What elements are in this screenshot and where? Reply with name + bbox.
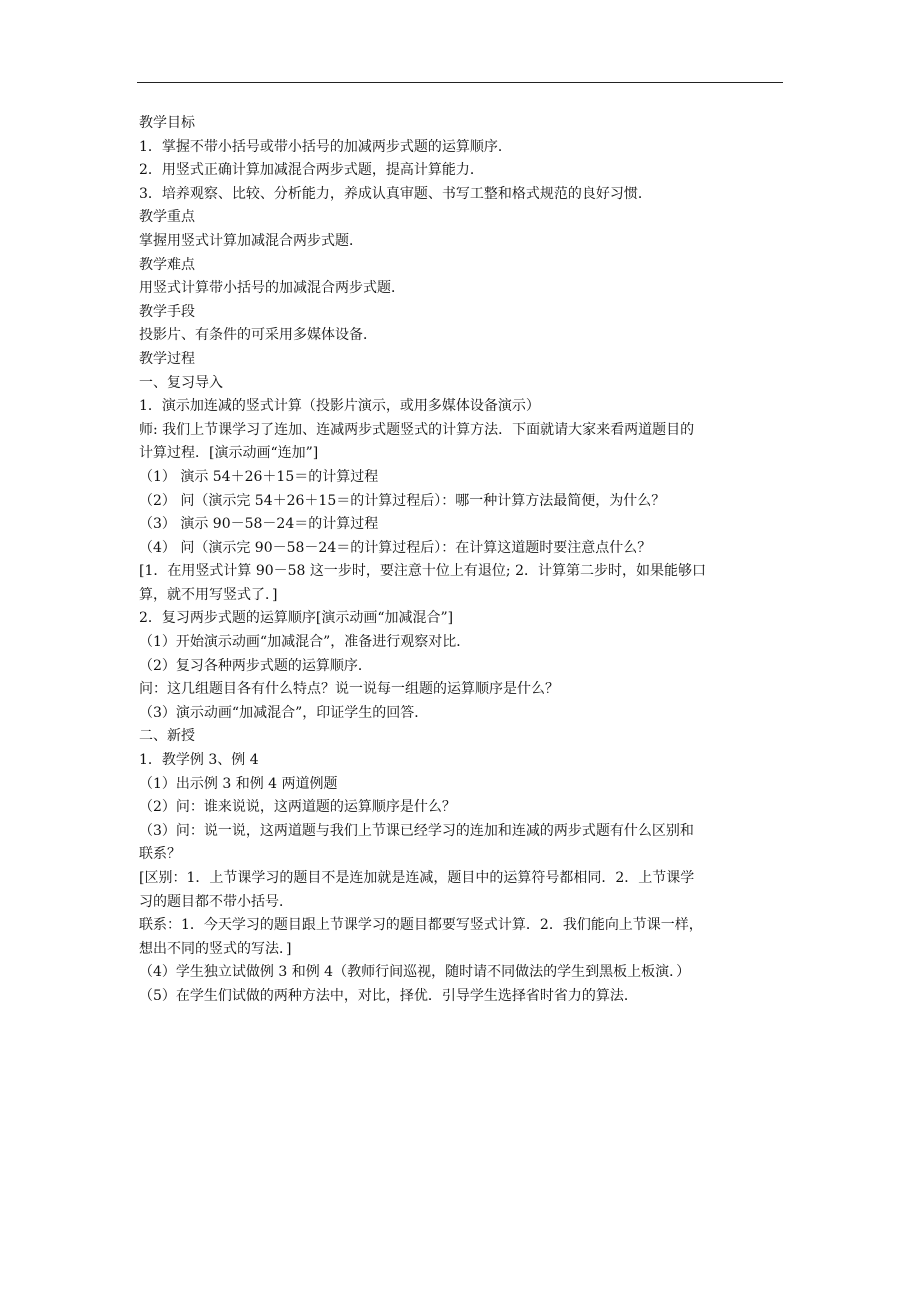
- paragraph-line: 用竖式计算带小括号的加减混合两步式题．: [139, 280, 405, 297]
- paragraph-line: （3）问：说一说，这两道题与我们上节课已经学习的连加和连减的两步式题有什么区别和: [139, 822, 694, 839]
- paragraph-line: 算，就不用写竖式了．]: [139, 586, 278, 603]
- paragraph-line: 师: 我们上节课学习了连加、连减两步式题竖式的计算方法．下面就请大家来看两道题目的: [139, 421, 695, 438]
- paragraph-line: 联系？: [139, 846, 181, 863]
- paragraph-line: [1．在用竖式计算 90－58 这一步时，要注意十位上有退位; 2．计算第二步时，如果能够口: [139, 563, 706, 580]
- objective-item: 3．培养观察、比较、分析能力，养成认真审题、书写工整和格式规范的良好习惯．: [139, 185, 652, 202]
- heading-difficulties: 教学难点: [139, 256, 195, 273]
- paragraph-line: （3）演示动画“加减混合”，印证学生的回答．: [139, 704, 429, 721]
- objective-item: 2．用竖式正确计算加减混合两步式题，提高计算能力．: [139, 162, 484, 179]
- paragraph-line: 1．教学例 3、例 4: [139, 752, 259, 769]
- heading-teaching-process: 教学过程: [139, 350, 195, 367]
- paragraph-line: 问：这几组题目各有什么特点？说一说每一组题的运算顺序是什么？: [139, 681, 559, 698]
- paragraph-line: （2） 问（演示完 54＋26＋15＝的计算过程后）：哪一种计算方法最简便，为什么？: [139, 492, 666, 509]
- section-heading: 一、复习导入: [139, 374, 223, 391]
- paragraph-line: （4） 问（演示完 90－58－24＝的计算过程后）：在计算这道题时要注意点什么？: [139, 539, 652, 556]
- section-heading: 二、新授: [139, 728, 195, 745]
- paragraph-line: 习的题目都不带小括号．: [139, 893, 293, 910]
- paragraph-line: 掌握用竖式计算加减混合两步式题．: [139, 232, 363, 249]
- paragraph-line: 投影片、有条件的可采用多媒体设备．: [139, 327, 377, 344]
- heading-key-points: 教学重点: [139, 209, 195, 226]
- paragraph-line: [区别：1．上节课学习的题目不是连加就是连减，题目中的运算符号都相同．2．上节课学: [139, 870, 695, 886]
- document-body: [139, 112, 789, 1009]
- objective-item: 1．掌握不带小括号或带小括号的加减两步式题的运算顺序．: [139, 138, 512, 155]
- paragraph-line: 计算过程．[演示动画“连加”]: [139, 445, 319, 462]
- paragraph-line: 1．演示加连减的竖式计算（投影片演示，或用多媒体设备演示）: [139, 398, 540, 415]
- paragraph-line: 2．复习两步式题的运算顺序[演示动画“加减混合”]: [139, 610, 454, 627]
- heading-teaching-means: 教学手段: [139, 303, 195, 320]
- paragraph-line: 联系：1．今天学习的题目跟上节课学习的题目都要写竖式计算．2．我们能向上节课一样，: [139, 917, 703, 934]
- paragraph-line: （3） 演示 90－58－24＝的计算过程: [139, 516, 379, 533]
- header-rule: [137, 82, 783, 83]
- paragraph-line: （1）出示例 3 和例 4 两道例题: [139, 775, 338, 792]
- paragraph-line: （1） 演示 54＋26＋15＝的计算过程: [139, 468, 379, 485]
- paragraph-line: 想出不同的竖式的写法．]: [139, 940, 292, 957]
- paragraph-line: （1）开始演示动画“加减混合”，准备进行观察对比．: [139, 634, 471, 651]
- paragraph-line: （5）在学生们试做的两种方法中，对比，择优．引导学生选择省时省力的算法．: [139, 987, 638, 1004]
- paragraph-line: （2）问：谁来说说，这两道题的运算顺序是什么？: [139, 799, 456, 816]
- paragraph-line: （4）学生独立试做例 3 和例 4（教师行间巡视，随时请不同做法的学生到黑板上板演．）: [139, 964, 691, 981]
- paragraph-line: （2）复习各种两步式题的运算顺序．: [139, 657, 372, 674]
- heading-objectives: 教学目标: [139, 115, 195, 131]
